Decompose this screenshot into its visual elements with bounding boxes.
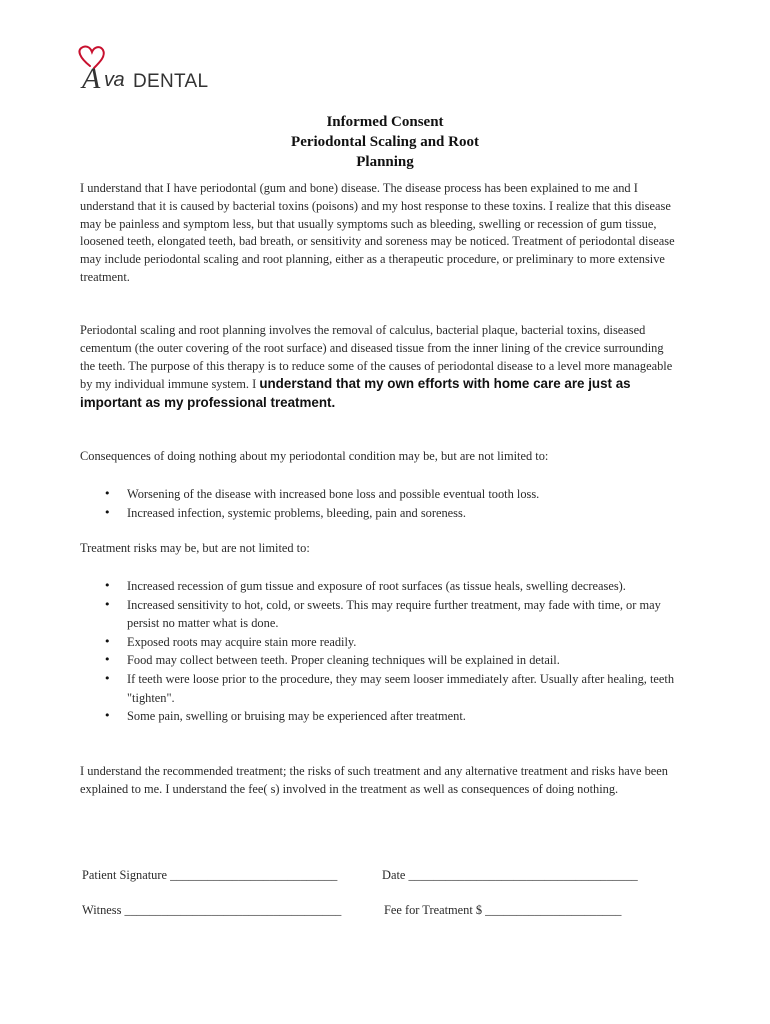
fee-for-treatment-field[interactable]: Fee for Treatment $ ______________________ bbox=[384, 903, 622, 917]
aava-dental-logo bbox=[70, 44, 210, 96]
bullet-icon: • bbox=[104, 487, 111, 500]
procedure-emphasis: understand that my own efforts with home care are just as important as my professional treatment. bbox=[80, 376, 631, 411]
list-item: • Worsening of the disease with increased bone loss and possible eventual tooth loss. bbox=[104, 485, 679, 504]
consequences-list bbox=[104, 485, 679, 522]
risks-list bbox=[104, 577, 679, 726]
bullet-icon: • bbox=[104, 653, 111, 667]
risks-heading: Treatment risks may be, but are not limited to: bbox=[80, 541, 310, 555]
logo-va: va bbox=[104, 69, 125, 91]
title-line-3: Planning bbox=[356, 154, 414, 170]
title-line-2: Periodontal Scaling and Root bbox=[291, 134, 479, 150]
bullet-icon: • bbox=[104, 671, 111, 685]
bullet-icon: • bbox=[104, 597, 111, 611]
bullet-icon: • bbox=[104, 505, 111, 519]
bullet-icon: • bbox=[104, 709, 111, 723]
witness-signature-field[interactable]: Witness ___________________________________ bbox=[82, 903, 342, 917]
logo-dental: DENTAL bbox=[133, 71, 209, 92]
list-item: • Increased infection, systemic problems, bleeding, pain and soreness. bbox=[104, 504, 679, 523]
list-item: • If teeth were loose prior to the procedure, they may seem looser immediately after. Usually after healing, teeth "tighten". bbox=[104, 671, 675, 705]
list-item: • Some pain, swelling or bruising may be experienced after treatment. bbox=[104, 707, 679, 726]
date-field[interactable]: Date _____________________________________ bbox=[382, 868, 638, 882]
consequences-heading: Consequences of doing nothing about my periodontal condition may be, but are not limited to: bbox=[80, 449, 549, 463]
acknowledgement-paragraph: I understand the recommended treatment; the risks of such treatment and any alternative treatment and risks have been explained to me. I understand the fee( s) involved in the treatment as well as consequences of doing nothing. bbox=[80, 764, 668, 796]
title-line-1: Informed Consent bbox=[326, 114, 444, 130]
procedure-text: Periodontal scaling and root planning involves the removal of calculus, bacterial plaque, bacterial toxins, diseased cementum (the outer covering of the root surface) and diseased tissue from the inner lining of the crevice surrounding the teeth. The purpose of this therapy is to reduce some of the causes of periodontal disease to a level more manageable by my individual immune system. I bbox=[80, 323, 673, 392]
bullet-icon: • bbox=[104, 634, 111, 648]
list-item: • Food may collect between teeth. Proper cleaning techniques will be explained in detail. bbox=[104, 651, 679, 670]
intro-paragraph: I understand that I have periodontal (gum and bone) disease. The disease process has been explained to me and I understand that it is caused by bacterial toxins (poisons) and my host response to these toxins. I realize that this disease may be painless and symptom less, but that usually symptoms such as bleeding, swelling or recession of gum tissue, loosened teeth, elongated teeth, bad breath, or sensitivity and soreness may be noticed. Treatment of periodontal disease may include periodontal scaling and root planning, either as a therapeutic procedure, or preliminary to more extensive treatment. bbox=[80, 181, 675, 284]
list-item: • Exposed roots may acquire stain more readily. bbox=[104, 633, 679, 652]
patient-signature-field[interactable]: Patient Signature ___________________________ bbox=[82, 868, 338, 882]
bullet-icon: • bbox=[104, 579, 111, 592]
logo-letter-a: A bbox=[82, 62, 101, 95]
list-item: • Increased recession of gum tissue and exposure of root surfaces (as tissue heals, swelling decreases). bbox=[104, 577, 679, 596]
procedure-paragraph bbox=[80, 322, 680, 413]
list-item: • Increased sensitivity to hot, cold, or sweets. This may require further treatment, may fade with time, or may persist no matter what is done. bbox=[104, 597, 661, 631]
